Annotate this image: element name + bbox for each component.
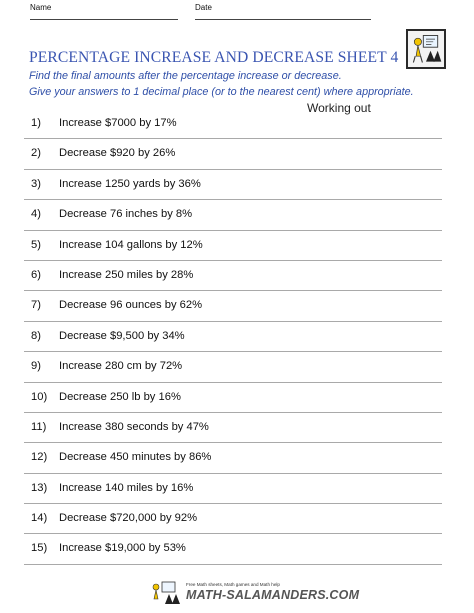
- question-number: 7): [31, 299, 41, 312]
- question-text: Decrease $9,500 by 34%: [59, 329, 185, 342]
- question-text: Increase 380 seconds by 47%: [59, 420, 209, 433]
- question-text: Decrease $720,000 by 92%: [59, 512, 198, 525]
- question-row: [24, 352, 442, 382]
- question-number: 15): [31, 542, 48, 555]
- question-number: 10): [31, 390, 48, 403]
- question-number: 13): [31, 481, 48, 494]
- footer-brand[interactable]: MATH-SALAMANDERS.COM: [186, 588, 360, 602]
- footer: [148, 580, 360, 606]
- question-number: 4): [31, 208, 41, 221]
- question-row: [24, 534, 442, 564]
- question-text: Increase 140 miles by 16%: [59, 481, 194, 494]
- question-row: [24, 413, 442, 443]
- question-text: Decrease 76 inches by 8%: [59, 208, 193, 221]
- question-number: 5): [31, 238, 41, 251]
- date-line: [195, 19, 371, 20]
- question-row: [24, 504, 442, 534]
- question-number: 1): [31, 117, 41, 129]
- question-number: 9): [31, 360, 41, 373]
- working-out-label: Working out: [307, 101, 371, 115]
- instruction-line-2: Give your answers to 1 decimal place (or to the nearest cent) where appropriate.: [29, 86, 414, 98]
- question-row: [24, 443, 442, 473]
- question-text: Decrease 250 lb by 16%: [59, 390, 181, 403]
- question-number: 14): [31, 512, 48, 525]
- question-row: [24, 383, 442, 413]
- question-row: [24, 170, 442, 200]
- question-row: [24, 231, 442, 261]
- question-row: [24, 261, 442, 291]
- question-text: Increase $19,000 by 53%: [59, 542, 186, 555]
- question-number: 8): [31, 329, 41, 342]
- question-number: 2): [31, 147, 41, 160]
- question-text: Increase $7000 by 17%: [59, 117, 177, 129]
- page-title: PERCENTAGE INCREASE AND DECREASE SHEET 4: [29, 49, 399, 66]
- question-row: [24, 474, 442, 504]
- question-number: 11): [31, 420, 47, 433]
- question-text: Decrease 96 ounces by 62%: [59, 299, 203, 312]
- question-number: 6): [31, 268, 41, 281]
- question-number: 3): [31, 177, 41, 190]
- name-label: Name: [30, 3, 52, 12]
- question-text: Increase 1250 yards by 36%: [59, 177, 201, 190]
- salamander-logo-icon: [406, 29, 446, 69]
- question-text: Increase 250 miles by 28%: [59, 268, 194, 281]
- instruction-line-1: Find the final amounts after the percentage increase or decrease.: [29, 70, 342, 82]
- question-row: [24, 322, 442, 352]
- question-row: [24, 200, 442, 230]
- question-text: Decrease $920 by 26%: [59, 147, 176, 160]
- salamander-footer-icon: [148, 580, 182, 606]
- date-label: Date: [195, 3, 212, 12]
- name-line: [30, 19, 178, 20]
- question-text: Increase 280 cm by 72%: [59, 360, 183, 373]
- question-list: [24, 109, 442, 565]
- question-row: [24, 109, 442, 139]
- question-text: Decrease 450 minutes by 86%: [59, 451, 212, 464]
- question-number: 12): [31, 451, 48, 464]
- question-text: Increase 104 gallons by 12%: [59, 238, 203, 251]
- question-row: [24, 291, 442, 321]
- footer-tagline: Free Math sheets, Math games and Math help: [186, 582, 280, 587]
- question-row: [24, 139, 442, 169]
- name-date-header: [0, 3, 474, 17]
